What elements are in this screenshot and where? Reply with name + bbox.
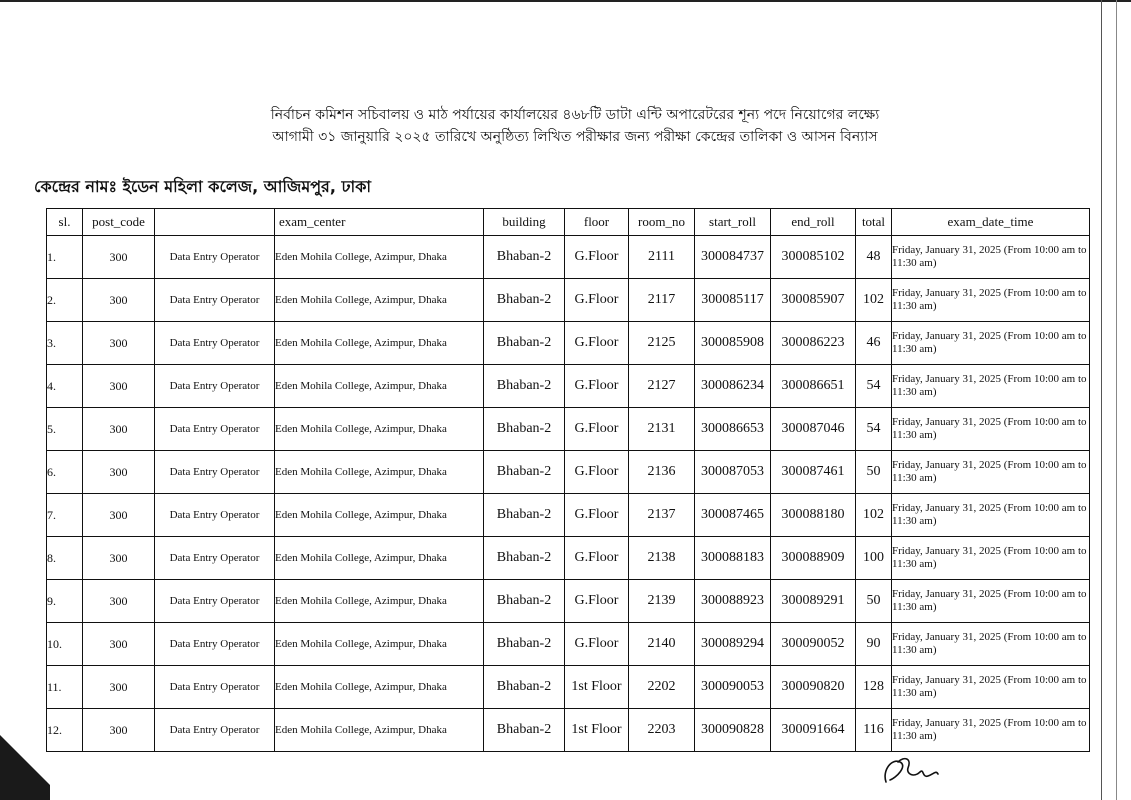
- table-row: [47, 623, 1090, 666]
- row-post: Data Entry Operator: [155, 666, 275, 709]
- row-exam-date-time: Friday, January 31, 2025 (From 10:00 am to 11:30 am): [892, 236, 1090, 279]
- header-end-roll: end_roll: [771, 209, 856, 236]
- header-room-no: room_no: [629, 209, 695, 236]
- row-total: 128: [856, 666, 892, 709]
- heading-line-1: নির্বাচন কমিশন সচিবালয় ও মাঠ পর্যায়ের কার্যালয়ের ৪৬৮টি ডাটা এন্টি অপারেটরের শূন্য পদে নিয়োগের লক্ষ্যে: [270, 107, 880, 123]
- row-post: Data Entry Operator: [155, 494, 275, 537]
- row-sl: 8.: [47, 537, 83, 580]
- row-floor: G.Floor: [565, 451, 629, 494]
- row-post-code: 300: [83, 408, 155, 451]
- row-post: Data Entry Operator: [155, 236, 275, 279]
- row-total: 50: [856, 580, 892, 623]
- row-exam-center: Eden Mohila College, Azimpur, Dhaka: [275, 623, 484, 666]
- row-room-no: 2136: [629, 451, 695, 494]
- row-post-code: 300: [83, 709, 155, 752]
- row-sl: 4.: [47, 365, 83, 408]
- row-exam-date-time: Friday, January 31, 2025 (From 10:00 am to 11:30 am): [892, 365, 1090, 408]
- row-post: Data Entry Operator: [155, 408, 275, 451]
- row-end-roll: 300091664: [771, 709, 856, 752]
- row-post: Data Entry Operator: [155, 322, 275, 365]
- row-start-roll: 300090828: [695, 709, 771, 752]
- header-exam-date-time: exam_date_time: [892, 209, 1090, 236]
- row-sl: 3.: [47, 322, 83, 365]
- table-row: [47, 451, 1090, 494]
- row-start-roll: 300089294: [695, 623, 771, 666]
- row-end-roll: 300088909: [771, 537, 856, 580]
- row-post-code: 300: [83, 236, 155, 279]
- row-post-code: 300: [83, 322, 155, 365]
- row-end-roll: 300089291: [771, 580, 856, 623]
- row-post-code: 300: [83, 451, 155, 494]
- row-building: Bhaban-2: [484, 709, 565, 752]
- row-exam-date-time: Friday, January 31, 2025 (From 10:00 am to 11:30 am): [892, 623, 1090, 666]
- row-post: Data Entry Operator: [155, 365, 275, 408]
- row-end-roll: 300086223: [771, 322, 856, 365]
- row-exam-date-time: Friday, January 31, 2025 (From 10:00 am to 11:30 am): [892, 451, 1090, 494]
- row-building: Bhaban-2: [484, 537, 565, 580]
- row-floor: G.Floor: [565, 365, 629, 408]
- row-total: 116: [856, 709, 892, 752]
- row-room-no: 2125: [629, 322, 695, 365]
- row-total: 46: [856, 322, 892, 365]
- table-row: [47, 537, 1090, 580]
- row-exam-center: Eden Mohila College, Azimpur, Dhaka: [275, 494, 484, 537]
- row-start-roll: 300086653: [695, 408, 771, 451]
- row-building: Bhaban-2: [484, 451, 565, 494]
- row-floor: G.Floor: [565, 279, 629, 322]
- row-exam-center: Eden Mohila College, Azimpur, Dhaka: [275, 408, 484, 451]
- row-end-roll: 300090820: [771, 666, 856, 709]
- table-row: [47, 709, 1090, 752]
- row-floor: G.Floor: [565, 236, 629, 279]
- row-room-no: 2140: [629, 623, 695, 666]
- row-exam-date-time: Friday, January 31, 2025 (From 10:00 am to 11:30 am): [892, 666, 1090, 709]
- row-sl: 10.: [47, 623, 83, 666]
- table-row: [47, 580, 1090, 623]
- header-post: [155, 209, 275, 236]
- heading-line-2: আগামী ৩১ জানুয়ারি ২০২৫ তারিখে অনুষ্ঠিত্য লিখিত পরীক্ষার জন্য পরীক্ষা কেন্দ্রের তালিকা ও আসন বিন্যাস: [272, 129, 878, 145]
- row-post-code: 300: [83, 279, 155, 322]
- header-exam-center: exam_center: [275, 209, 484, 236]
- header-post-code: post_code: [83, 209, 155, 236]
- row-sl: 11.: [47, 666, 83, 709]
- row-floor: 1st Floor: [565, 709, 629, 752]
- row-floor: G.Floor: [565, 408, 629, 451]
- handwritten-signature-icon: [878, 748, 958, 788]
- row-building: Bhaban-2: [484, 666, 565, 709]
- row-sl: 5.: [47, 408, 83, 451]
- row-room-no: 2127: [629, 365, 695, 408]
- row-sl: 7.: [47, 494, 83, 537]
- row-floor: G.Floor: [565, 580, 629, 623]
- header-total: total: [856, 209, 892, 236]
- row-exam-center: Eden Mohila College, Azimpur, Dhaka: [275, 279, 484, 322]
- row-floor: G.Floor: [565, 322, 629, 365]
- row-total: 102: [856, 279, 892, 322]
- row-exam-center: Eden Mohila College, Azimpur, Dhaka: [275, 666, 484, 709]
- row-end-roll: 300086651: [771, 365, 856, 408]
- row-room-no: 2137: [629, 494, 695, 537]
- row-building: Bhaban-2: [484, 494, 565, 537]
- row-total: 48: [856, 236, 892, 279]
- row-sl: 9.: [47, 580, 83, 623]
- document-heading: [150, 104, 1000, 148]
- row-post-code: 300: [83, 537, 155, 580]
- row-building: Bhaban-2: [484, 623, 565, 666]
- scan-edge-line: [0, 0, 1131, 2]
- row-exam-date-time: Friday, January 31, 2025 (From 10:00 am to 11:30 am): [892, 537, 1090, 580]
- row-exam-center: Eden Mohila College, Azimpur, Dhaka: [275, 580, 484, 623]
- table-row: [47, 279, 1090, 322]
- row-end-roll: 300090052: [771, 623, 856, 666]
- row-exam-date-time: Friday, January 31, 2025 (From 10:00 am to 11:30 am): [892, 322, 1090, 365]
- row-start-roll: 300087465: [695, 494, 771, 537]
- row-room-no: 2202: [629, 666, 695, 709]
- row-building: Bhaban-2: [484, 408, 565, 451]
- table-row: [47, 666, 1090, 709]
- seat-plan-table: [46, 208, 1090, 752]
- row-exam-center: Eden Mohila College, Azimpur, Dhaka: [275, 537, 484, 580]
- row-total: 54: [856, 365, 892, 408]
- row-exam-center: Eden Mohila College, Azimpur, Dhaka: [275, 709, 484, 752]
- row-exam-date-time: Friday, January 31, 2025 (From 10:00 am to 11:30 am): [892, 494, 1090, 537]
- row-total: 50: [856, 451, 892, 494]
- row-start-roll: 300087053: [695, 451, 771, 494]
- row-post: Data Entry Operator: [155, 451, 275, 494]
- row-start-roll: 300085117: [695, 279, 771, 322]
- row-room-no: 2139: [629, 580, 695, 623]
- row-sl: 12.: [47, 709, 83, 752]
- row-end-roll: 300087046: [771, 408, 856, 451]
- table-row: [47, 408, 1090, 451]
- table-row: [47, 365, 1090, 408]
- row-end-roll: 300085907: [771, 279, 856, 322]
- row-floor: G.Floor: [565, 623, 629, 666]
- row-post-code: 300: [83, 666, 155, 709]
- row-total: 100: [856, 537, 892, 580]
- row-post-code: 300: [83, 580, 155, 623]
- row-building: Bhaban-2: [484, 236, 565, 279]
- row-building: Bhaban-2: [484, 279, 565, 322]
- row-building: Bhaban-2: [484, 365, 565, 408]
- table-row: [47, 494, 1090, 537]
- row-post: Data Entry Operator: [155, 580, 275, 623]
- row-room-no: 2203: [629, 709, 695, 752]
- row-floor: G.Floor: [565, 494, 629, 537]
- row-total: 90: [856, 623, 892, 666]
- table-row: [47, 236, 1090, 279]
- row-exam-date-time: Friday, January 31, 2025 (From 10:00 am to 11:30 am): [892, 709, 1090, 752]
- row-end-roll: 300085102: [771, 236, 856, 279]
- row-room-no: 2111: [629, 236, 695, 279]
- scan-corner-mark: [0, 735, 50, 800]
- row-exam-date-time: Friday, January 31, 2025 (From 10:00 am to 11:30 am): [892, 580, 1090, 623]
- row-start-roll: 300085908: [695, 322, 771, 365]
- row-exam-center: Eden Mohila College, Azimpur, Dhaka: [275, 322, 484, 365]
- table-row: [47, 322, 1090, 365]
- exam-center-name: কেন্দ্রের নামঃ ইডেন মহিলা কলেজ, আজিমপুর, ঢাকা: [34, 177, 372, 196]
- row-total: 54: [856, 408, 892, 451]
- row-room-no: 2117: [629, 279, 695, 322]
- header-building: building: [484, 209, 565, 236]
- row-post: Data Entry Operator: [155, 537, 275, 580]
- row-sl: 1.: [47, 236, 83, 279]
- row-post: Data Entry Operator: [155, 279, 275, 322]
- row-post-code: 300: [83, 623, 155, 666]
- row-start-roll: 300088183: [695, 537, 771, 580]
- row-total: 102: [856, 494, 892, 537]
- row-post: Data Entry Operator: [155, 623, 275, 666]
- table-body: [47, 236, 1090, 752]
- row-building: Bhaban-2: [484, 322, 565, 365]
- scan-edge-marks: [1101, 0, 1117, 800]
- row-floor: 1st Floor: [565, 666, 629, 709]
- row-sl: 6.: [47, 451, 83, 494]
- row-start-roll: 300084737: [695, 236, 771, 279]
- row-exam-date-time: Friday, January 31, 2025 (From 10:00 am to 11:30 am): [892, 408, 1090, 451]
- row-exam-center: Eden Mohila College, Azimpur, Dhaka: [275, 365, 484, 408]
- row-end-roll: 300088180: [771, 494, 856, 537]
- row-floor: G.Floor: [565, 537, 629, 580]
- row-room-no: 2138: [629, 537, 695, 580]
- table-header-row: [47, 209, 1090, 236]
- row-exam-date-time: Friday, January 31, 2025 (From 10:00 am to 11:30 am): [892, 279, 1090, 322]
- row-end-roll: 300087461: [771, 451, 856, 494]
- row-post-code: 300: [83, 494, 155, 537]
- header-floor: floor: [565, 209, 629, 236]
- header-sl: sl.: [47, 209, 83, 236]
- row-exam-center: Eden Mohila College, Azimpur, Dhaka: [275, 236, 484, 279]
- header-start-roll: start_roll: [695, 209, 771, 236]
- row-sl: 2.: [47, 279, 83, 322]
- row-post: Data Entry Operator: [155, 709, 275, 752]
- row-start-roll: 300088923: [695, 580, 771, 623]
- row-room-no: 2131: [629, 408, 695, 451]
- row-exam-center: Eden Mohila College, Azimpur, Dhaka: [275, 451, 484, 494]
- row-building: Bhaban-2: [484, 580, 565, 623]
- row-start-roll: 300086234: [695, 365, 771, 408]
- row-post-code: 300: [83, 365, 155, 408]
- row-start-roll: 300090053: [695, 666, 771, 709]
